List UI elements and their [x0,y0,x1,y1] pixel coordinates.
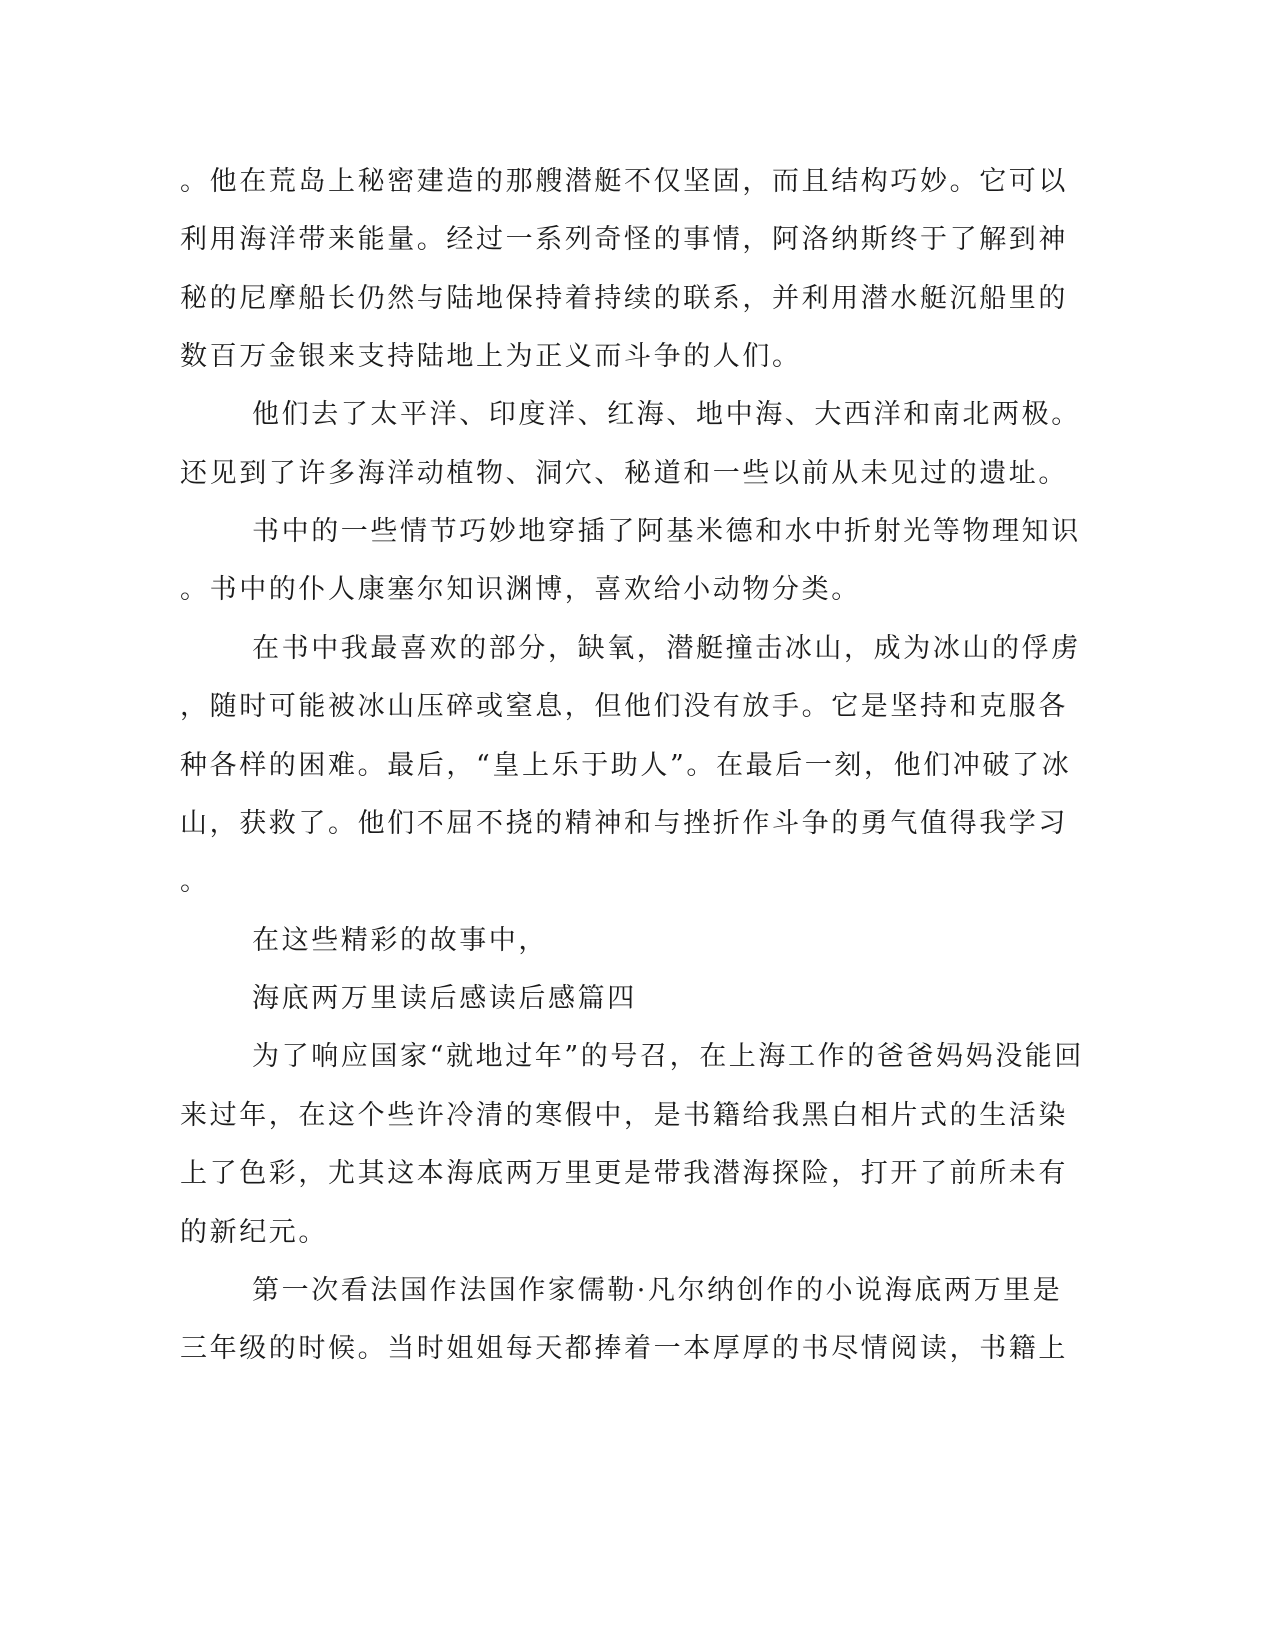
text-line: 他们去了太平洋、印度洋、红海、地中海、大西洋和南北两极。 [252,399,1081,430]
text-line: 三年级的时候。当时姐姐每天都捧着一本厚厚的书尽情阅读，书籍上 [180,1333,1068,1364]
text-line: 山，获救了。他们不屈不挠的精神和与挫折作斗争的勇气值得我学习 [180,808,1068,839]
text-line: 在书中我最喜欢的部分，缺氧，潜艇撞击冰山，成为冰山的俘虏 [252,633,1081,664]
text-line: 利用海洋带来能量。经过一系列奇怪的事情，阿洛纳斯终于了解到神 [180,224,1068,255]
text-line: 来过年，在这个些许冷清的寒假中，是书籍给我黑白相片式的生活染 [180,1100,1068,1131]
text-line: 书中的一些情节巧妙地穿插了阿基米德和水中折射光等物理知识 [252,516,1081,547]
text-line: 上了色彩，尤其这本海底两万里更是带我潜海探险，打开了前所未有 [180,1158,1068,1189]
text-line: 还见到了许多海洋动植物、洞穴、秘道和一些以前从未见过的遗址。 [180,458,1068,489]
text-line: 的新纪元。 [180,1217,328,1248]
text-line: ，随时可能被冰山压碎或窒息，但他们没有放手。它是坚持和克服各 [180,691,1068,722]
text-line: 。 [180,866,210,897]
text-line: 第一次看法国作法国作家儒勒·凡尔纳创作的小说海底两万里是 [252,1275,1063,1306]
section-heading: 海底两万里读后感读后感篇四 [252,983,637,1014]
text-line: 。他在荒岛上秘密建造的那艘潜艇不仅坚固，而且结构巧妙。它可以 [180,166,1068,197]
text-line: 。书中的仆人康塞尔知识渊博，喜欢给小动物分类。 [180,574,861,605]
text-line: 数百万金银来支持陆地上为正义而斗争的人们。 [180,341,802,372]
text-line: 秘的尼摩船长仍然与陆地保持着持续的联系，并利用潜水艇沉船里的 [180,283,1068,314]
text-line: 为了响应国家“就地过年”的号召，在上海工作的爸爸妈妈没能回 [252,1041,1085,1072]
text-line: 种各样的困难。最后，“皇上乐于助人”。在最后一刻，他们冲破了冰 [180,750,1072,781]
text-line: 在这些精彩的故事中， [252,925,548,956]
